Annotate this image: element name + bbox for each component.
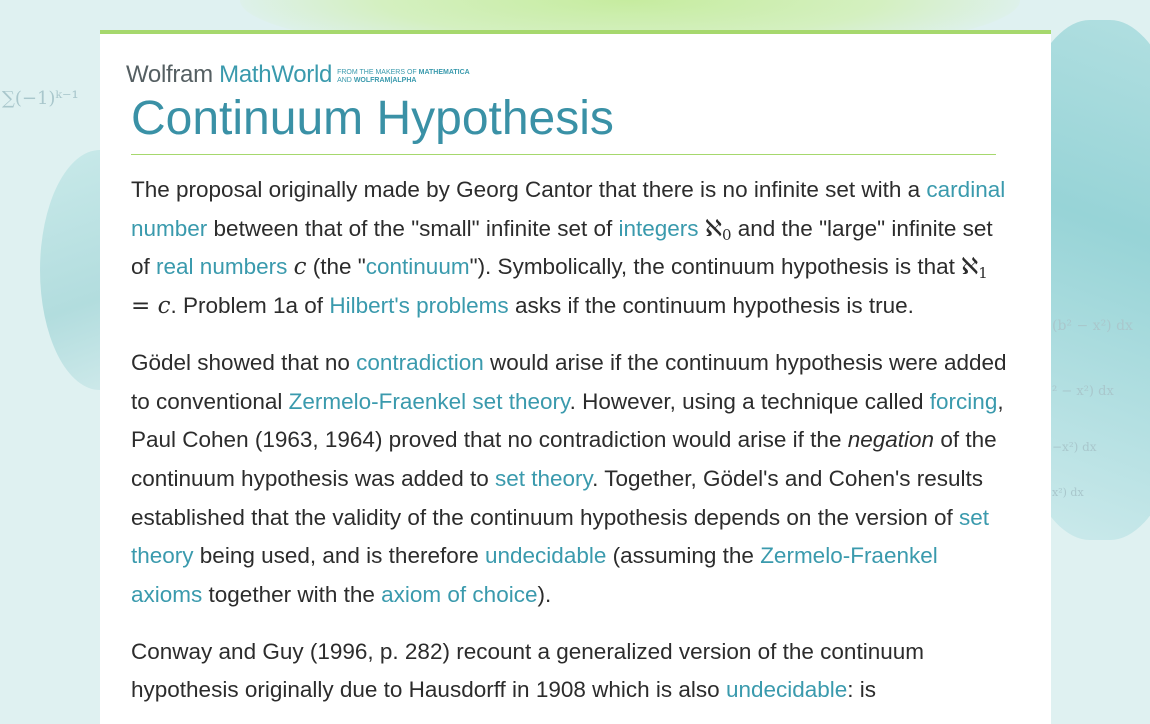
link-undecidable[interactable]: undecidable [485,543,607,569]
text: "). Symbolically, the continuum hypothesis is that [469,254,962,280]
page-title: Continuum Hypothesis [131,92,614,145]
link-set-theory[interactable]: set theory [494,465,593,491]
text: . However, using a technique called [569,388,930,414]
text: would arise if the continuum hypothesis were added to conventional [131,349,1007,414]
background-formula: x²) dx [1052,486,1084,499]
math-aleph-0 [705,216,732,242]
text: and the "large" infinite set of [131,215,993,280]
text: , Paul Cohen (1963, 1964) proved that no contradiction would arise if the [131,388,1004,453]
text: The proposal originally made by Georg Cantor that there is no infinite set with a [131,177,927,202]
text: (assuming the [606,543,761,569]
brand-wolfram: Wolfram [126,61,220,88]
background-formula: (b² − x²) dx [1052,318,1133,334]
math-c [294,254,307,280]
tagline-mathematica: MATHEMATICA [418,69,470,76]
math-symbol: ℵ [704,215,722,242]
text: Gödel showed that no [131,349,357,375]
text: asks if the continuum hypothesis is true. [508,293,914,319]
tagline-wolfram-alpha: WOLFRAM|ALPHA [353,77,417,84]
math-symbol: ℵ [961,254,979,281]
link-real-numbers[interactable]: real numbers [156,254,288,280]
site-tagline [337,69,470,85]
link-integers[interactable]: integers [618,215,699,241]
site-header [126,58,470,88]
link-forcing[interactable]: forcing [929,388,998,414]
text: being used, and is therefore [193,543,485,569]
paragraph-3 [131,633,1011,710]
link-contradiction[interactable]: contradiction [356,349,484,375]
background-formula: −x²) dx [1052,440,1097,454]
emphasis-negation: negation [847,427,935,453]
link-hilberts-problems[interactable]: Hilbert's problems [329,293,509,319]
link-cardinal-number[interactable]: cardinal number [131,177,1006,241]
text: (the " [306,254,366,280]
background-formula: ² − x²) dx [1052,384,1114,399]
article-body [131,171,1011,724]
background-formula: ∑(−1)ᵏ⁻¹ [2,88,79,109]
paragraph-2 [131,344,1011,615]
math-symbol: c [157,293,171,320]
link-axiom-of-choice[interactable]: axiom of choice [381,582,538,608]
math-operator: = [131,293,158,320]
text: : is [847,677,877,703]
text: between that of the "small" infinite set of [207,215,619,241]
mathworld-logo-link[interactable] [126,62,332,88]
math-symbol: c [293,254,307,281]
tagline-text: FROM THE MAKERS OF [337,69,419,76]
link-undecidable[interactable]: undecidable [725,677,848,703]
paragraph-1 [131,171,1011,326]
text: . Problem 1a of [170,293,330,319]
article-card [100,30,1051,724]
math-subscript: 1 [978,264,988,283]
link-continuum[interactable]: continuum [365,254,470,280]
text: Conway and Guy (1996, p. 282) recount a generalized version of the continuum hypothesis originally due to Hausdorff in 1908 which is also [131,638,924,703]
link-zermelo-fraenkel-axioms[interactable]: Zermelo-Fraenkel axioms [131,543,938,608]
brand-mathworld: MathWorld [219,61,333,88]
tagline-text: AND [337,77,354,84]
text: of the continuum hypothesis was added to [131,427,997,491]
text: together with the [202,582,382,608]
link-zermelo-fraenkel-set-theory[interactable]: Zermelo-Fraenkel set theory [288,388,570,414]
title-divider [131,154,996,155]
text: . Together, Gödel's and Cohen's results established that the validity of the continuum hypothesis depends on the version of [131,465,984,530]
link-set-theory[interactable]: set theory [131,504,990,569]
math-subscript: 0 [721,225,732,244]
text: ). [537,582,552,608]
